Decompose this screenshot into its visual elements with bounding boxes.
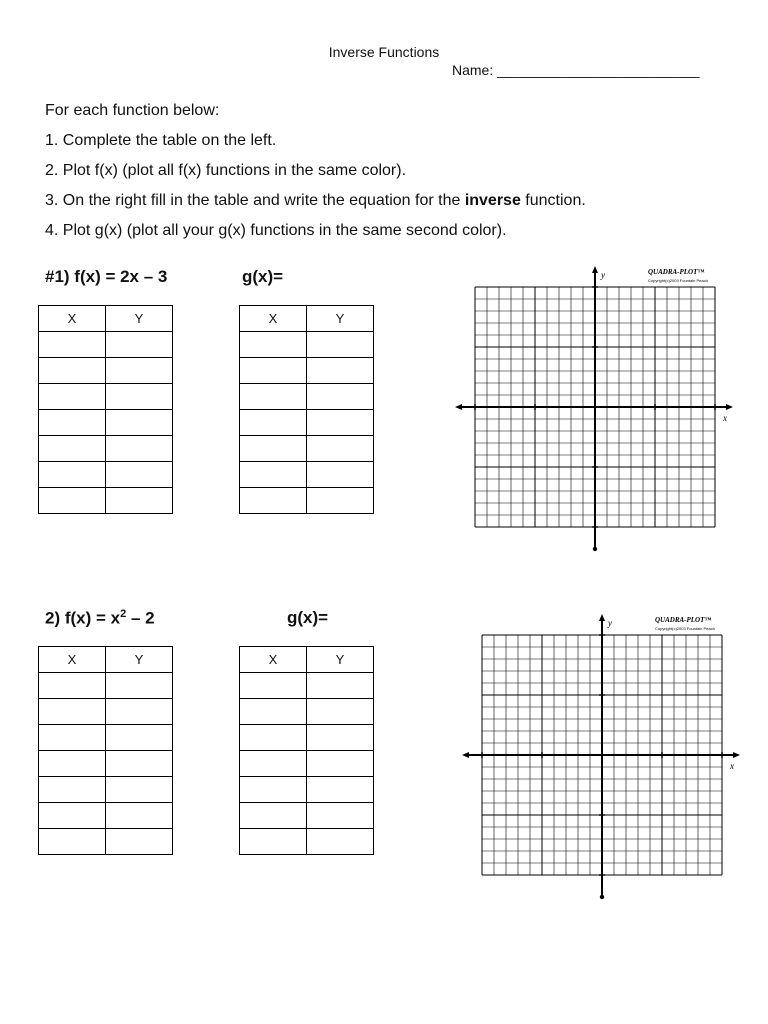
table-cell-y[interactable] — [106, 673, 173, 699]
table-cell-y[interactable] — [307, 358, 374, 384]
table-row — [39, 384, 173, 410]
table-cell-x[interactable] — [240, 436, 307, 462]
table-cell-y[interactable] — [106, 410, 173, 436]
table-header-x: X — [240, 306, 307, 332]
table-cell-y[interactable] — [307, 436, 374, 462]
instruction-step-4: 4. Plot g(x) (plot all your g(x) functions in the same second color). — [45, 222, 507, 239]
table-header-y: Y — [307, 647, 374, 673]
table-cell-x[interactable] — [240, 384, 307, 410]
table-cell-x[interactable] — [39, 673, 106, 699]
table-cell-x[interactable] — [240, 699, 307, 725]
problem-2-f-exponent: 2 — [120, 608, 127, 620]
table-cell-y[interactable] — [307, 751, 374, 777]
table-cell-y[interactable] — [106, 699, 173, 725]
table-cell-x[interactable] — [39, 699, 106, 725]
instruction-intro: For each function below: — [45, 102, 220, 119]
table-cell-y[interactable] — [307, 699, 374, 725]
table-cell-y[interactable] — [307, 384, 374, 410]
problem-2-g-table — [239, 646, 374, 855]
table-header-x: X — [39, 647, 106, 673]
table-cell-x[interactable] — [39, 462, 106, 488]
problem-1-g-label: g(x)= — [242, 267, 284, 286]
instruction-step-3 — [45, 186, 586, 216]
table-cell-x[interactable] — [39, 803, 106, 829]
table-cell-y[interactable] — [307, 332, 374, 358]
table-cell-y[interactable] — [307, 410, 374, 436]
table-row — [240, 462, 374, 488]
table-cell-y[interactable] — [307, 777, 374, 803]
table-row — [240, 777, 374, 803]
table-row — [240, 751, 374, 777]
table-cell-y[interactable] — [106, 803, 173, 829]
table-cell-x[interactable] — [240, 751, 307, 777]
table-row — [240, 673, 374, 699]
table-cell-y[interactable] — [106, 751, 173, 777]
table-row — [240, 803, 374, 829]
table-row — [39, 673, 173, 699]
table-row — [240, 410, 374, 436]
table-cell-y[interactable] — [106, 358, 173, 384]
problem-2-coordinate-grid[interactable] — [462, 610, 742, 900]
y-axis-end — [600, 895, 604, 899]
y-axis-arrow-up — [599, 614, 605, 621]
table-header-x: X — [39, 306, 106, 332]
table-cell-x[interactable] — [240, 358, 307, 384]
quadra-plot-logo: QUADRA-PLOT™ — [655, 616, 712, 624]
table-cell-y[interactable] — [106, 829, 173, 855]
instruction-step-3-post: function. — [520, 192, 586, 209]
table-cell-x[interactable] — [39, 332, 106, 358]
table-row — [240, 725, 374, 751]
problem-2-f-table — [38, 646, 173, 855]
table-cell-y[interactable] — [106, 462, 173, 488]
problem-2-f-label-pre: 2) f(x) = x — [45, 608, 121, 628]
table-row — [39, 332, 173, 358]
table-row — [240, 829, 374, 855]
instruction-step-2: 2. Plot f(x) (plot all f(x) functions in the same color). — [45, 162, 407, 179]
table-cell-y[interactable] — [106, 777, 173, 803]
name-field[interactable]: Name: __________________________ — [452, 62, 700, 78]
x-axis-arrow-right — [733, 752, 740, 758]
table-row — [39, 751, 173, 777]
table-row — [240, 436, 374, 462]
table-row — [240, 332, 374, 358]
instruction-step-3-bold: inverse — [464, 192, 521, 209]
grid-copyright: Copyright(c)2003 Fountain Peach — [648, 278, 708, 283]
table-cell-x[interactable] — [39, 384, 106, 410]
table-header-y: Y — [307, 306, 374, 332]
table-cell-x[interactable] — [39, 829, 106, 855]
table-cell-y[interactable] — [106, 436, 173, 462]
instruction-step-3-pre: 3. On the right fill in the table and write the equation for the — [45, 192, 465, 209]
table-row — [39, 829, 173, 855]
y-axis-label: y — [608, 618, 612, 628]
problem-2-f-label-post: – 2 — [126, 608, 155, 628]
table-cell-x[interactable] — [240, 777, 307, 803]
table-header-y: Y — [106, 306, 173, 332]
table-header-x: X — [240, 647, 307, 673]
worksheet-title: Inverse Functions — [328, 44, 440, 60]
table-cell-y[interactable] — [106, 332, 173, 358]
table-row — [240, 358, 374, 384]
problem-1-f-label: #1) f(x) = 2x – 3 — [45, 267, 168, 286]
table-cell-y[interactable] — [307, 829, 374, 855]
table-row — [240, 384, 374, 410]
problem-1-g-table — [239, 305, 374, 514]
y-axis-arrow-up — [592, 266, 598, 273]
table-row — [39, 699, 173, 725]
y-axis-end — [593, 547, 597, 551]
table-cell-x[interactable] — [240, 829, 307, 855]
x-axis-label: x — [730, 761, 734, 771]
table-cell-y[interactable] — [307, 725, 374, 751]
quadra-plot-logo: QUADRA-PLOT™ — [648, 268, 705, 276]
instruction-step-1: 1. Complete the table on the left. — [45, 132, 277, 149]
table-cell-x[interactable] — [240, 725, 307, 751]
table-row — [39, 462, 173, 488]
table-cell-y[interactable] — [307, 462, 374, 488]
table-cell-y[interactable] — [106, 725, 173, 751]
problem-2-f-label — [45, 608, 155, 629]
table-row — [240, 699, 374, 725]
table-row — [39, 803, 173, 829]
table-cell-x[interactable] — [39, 358, 106, 384]
table-row — [39, 488, 173, 514]
grid-copyright: Copyright(c)2003 Fountain Peach — [655, 626, 715, 631]
x-axis-arrow-left — [462, 752, 469, 758]
table-header-y: Y — [106, 647, 173, 673]
x-axis-label: x — [723, 413, 727, 423]
table-cell-y[interactable] — [106, 384, 173, 410]
table-cell-x[interactable] — [39, 777, 106, 803]
table-cell-x[interactable] — [39, 436, 106, 462]
table-row — [39, 410, 173, 436]
table-row — [39, 358, 173, 384]
table-cell-x[interactable] — [39, 751, 106, 777]
table-cell-x[interactable] — [240, 332, 307, 358]
problem-1-f-table — [38, 305, 173, 514]
table-cell-x[interactable] — [240, 488, 307, 514]
table-cell-y[interactable] — [106, 488, 173, 514]
table-row — [39, 725, 173, 751]
table-row — [39, 436, 173, 462]
x-axis-arrow-right — [726, 404, 733, 410]
y-axis-label: y — [601, 270, 605, 280]
table-cell-x[interactable] — [39, 410, 106, 436]
problem-1-coordinate-grid[interactable] — [455, 262, 735, 552]
table-cell-x[interactable] — [240, 673, 307, 699]
table-cell-x[interactable] — [240, 803, 307, 829]
table-cell-x[interactable] — [240, 462, 307, 488]
table-cell-y[interactable] — [307, 803, 374, 829]
table-cell-y[interactable] — [307, 673, 374, 699]
table-cell-x[interactable] — [39, 488, 106, 514]
instructions — [45, 96, 586, 246]
table-cell-x[interactable] — [39, 725, 106, 751]
x-axis-arrow-left — [455, 404, 462, 410]
table-cell-x[interactable] — [240, 410, 307, 436]
table-cell-y[interactable] — [307, 488, 374, 514]
table-row — [39, 777, 173, 803]
problem-2-g-label: g(x)= — [287, 608, 329, 627]
table-row — [240, 488, 374, 514]
